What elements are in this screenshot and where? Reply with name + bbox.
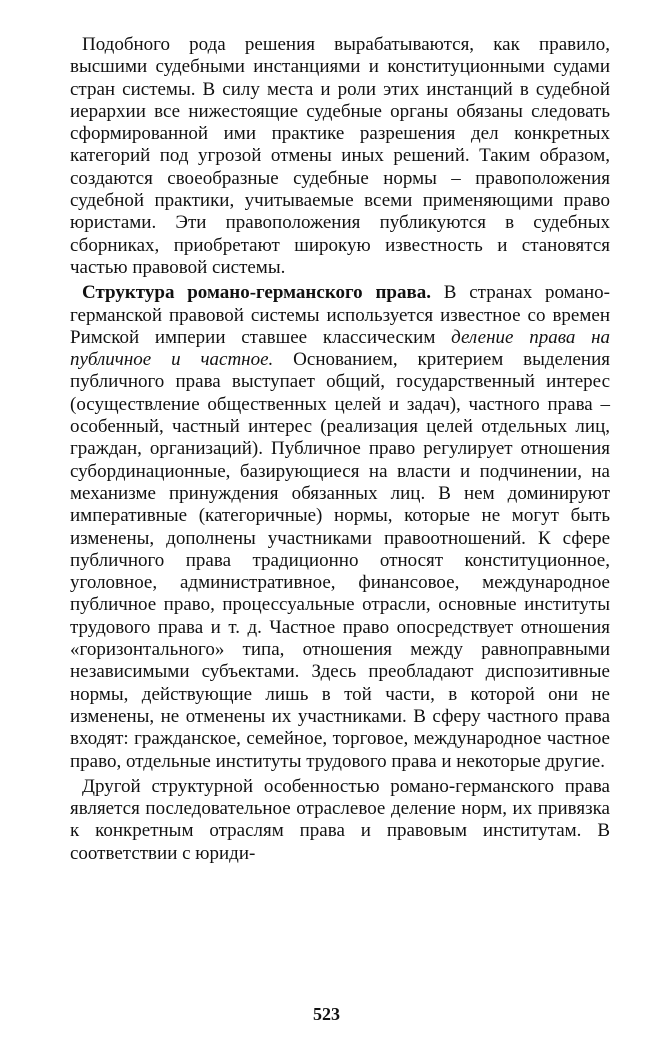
paragraph-2-text-a: В странах романо-германской правовой системы используется известное со времен Римской империи ставшее классическим bbox=[70, 282, 610, 348]
paragraph-3: Другой структурной особенностью романо-германского права является последовательное отраслевое деление норм, их привязка к конкретным отраслям права и правовым институтам. В соответствии с юриди- bbox=[70, 775, 610, 864]
paragraph-2-text-b: Основанием, критерием выделения публичного права выступает общий, государственный интерес (осуществление общественных целей и задач), частного права – особенный, частный интерес (реализация целей отдельных лиц, граждан, организаций). Публичное право регулирует отношения субординационные, базирующиеся на власти и подчинении, на механизме принуждения обязанных лиц. В нем доминируют императивные (категоричные) нормы, которые не могут быть изменены, дополнены участниками правоотношений. К сфере публичного права традиционно относят конституционное, уголовное, административное, финансовое, международное публичное право, процессуальные отрасли, основные институты трудового права и т. д. Частное право опосредствует отношения «горизонтального» типа, отношения между равноправными независимыми субъектами. Здесь преобладают диспозитивные нормы, действующие лишь в той части, в которой они не изменены, не отменены их участниками. В сферу частного права входят: гражданское, семейное, торговое, международное частное право, отдельные институты трудового права и некоторые другие. bbox=[70, 349, 610, 772]
paragraph-2 bbox=[70, 282, 610, 773]
section-heading: Структура романо-германского права. bbox=[82, 282, 431, 304]
page-number: 523 bbox=[313, 1004, 340, 1024]
paragraph-1: Подобного рода решения вырабатываются, как правило, высшими судебными инстанциями и конституционными судами стран системы. В силу места и роли этих инстанций в судебной иерархии все нижестоящие судебные органы обязаны следовать сформированной ими практике разрешения дел конкретных категорий под угрозой отмены иных решений. Таким образом, создаются своеобразные судебные нормы – правоположения судебной практики, учитываемые всеми применяющими право юристами. Эти правоположения публикуются в судебных сборниках, приобретают широкую известность и становятся частью правовой системы. bbox=[70, 34, 610, 278]
page-body bbox=[70, 34, 610, 865]
paragraph-2-italic: деление права на публичное и частное. bbox=[70, 326, 610, 371]
